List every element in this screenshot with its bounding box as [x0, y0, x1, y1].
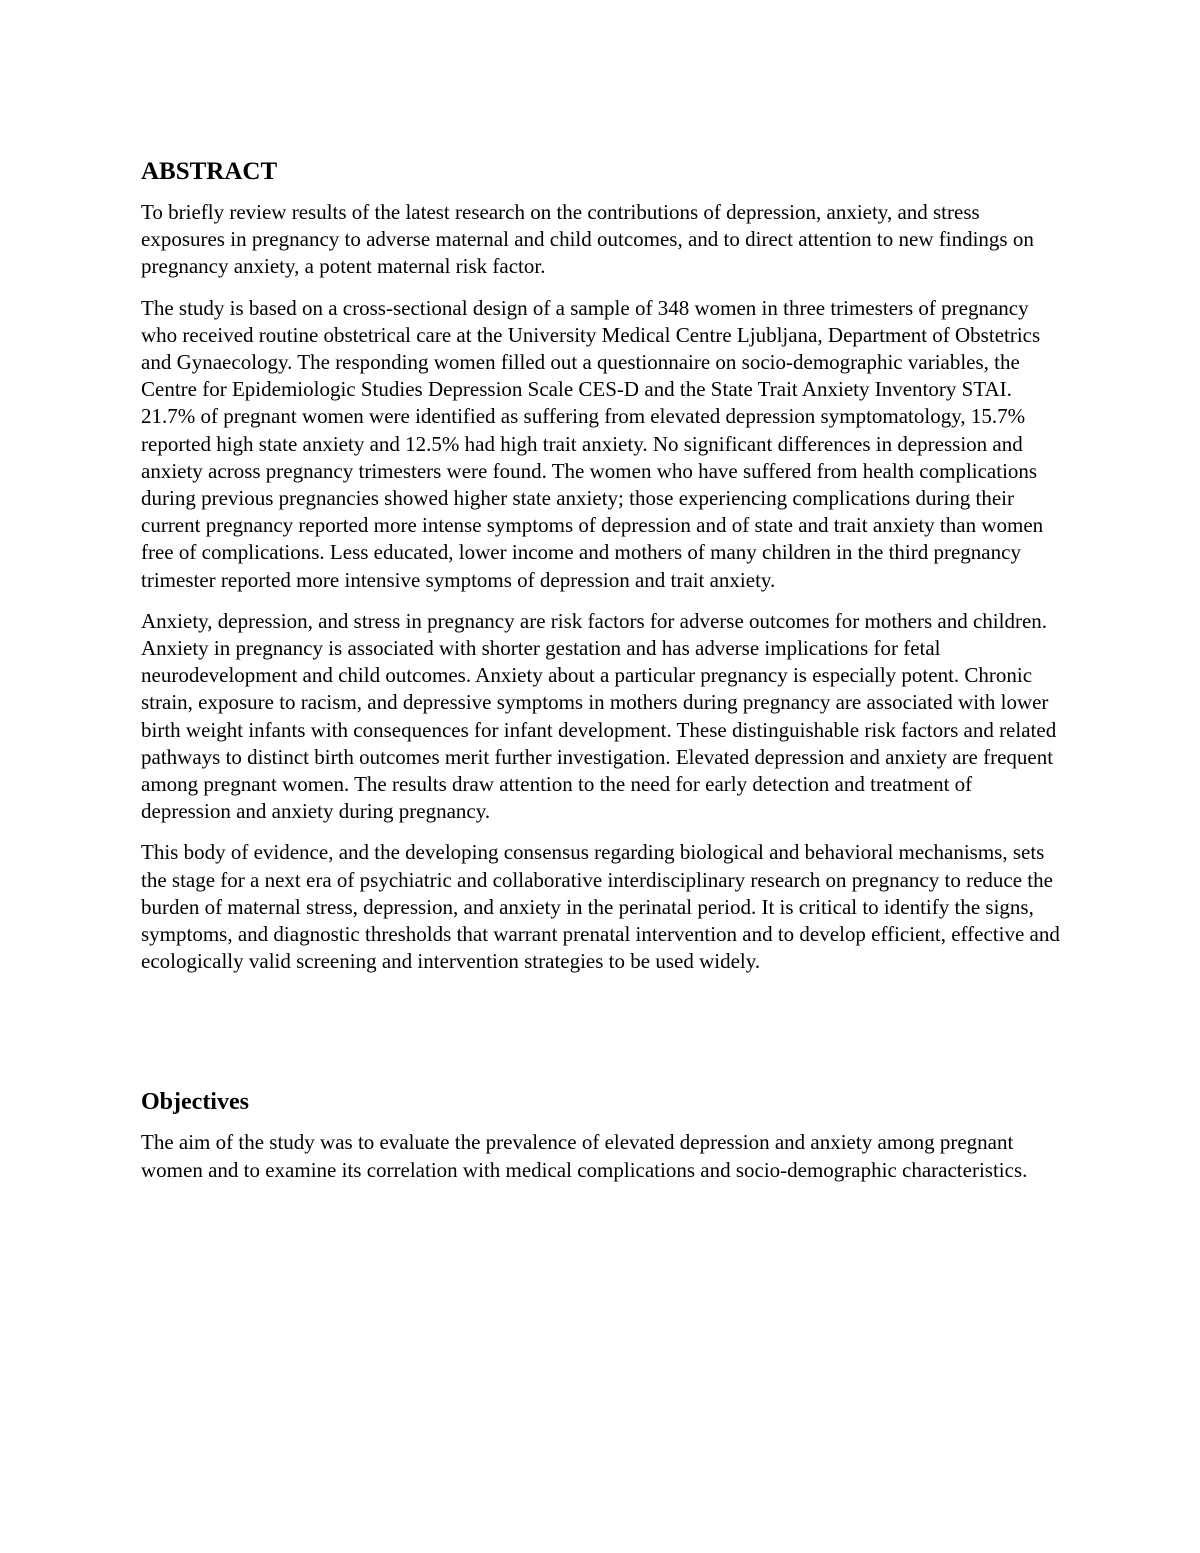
document-page: [141, 150, 1066, 1198]
abstract-paragraph-4: This body of evidence, and the developing consensus regarding biological and behavioral mechanisms, sets the stage for a next era of psychiatric and collaborative interdisciplinary research on pregnancy to reduce the burden of maternal stress, depression, and anxiety in the perinatal period. It is critical to identify the signs, symptoms, and diagnostic thresholds that warrant prenatal intervention and to develop efficient, effective and ecologically valid screening and intervention strategies to be used widely.: [141, 840, 1060, 974]
objectives-paragraph-1: The aim of the study was to evaluate the prevalence of elevated depression and anxiety among pregnant women and to examine its correlation with medical complications and socio-demographic characteristics.: [141, 1130, 1028, 1182]
abstract-section: [141, 156, 1066, 975]
objectives-heading: Objectives: [141, 1089, 249, 1116]
section-spacer: [141, 989, 1066, 1086]
abstract-paragraph-2: The study is based on a cross-sectional design of a sample of 348 women in three trimesters of pregnancy who received routine obstetrical care at the University Medical Centre Ljubljana, Department of Obstetrics and Gynaecology. The responding women filled out a questionnaire on socio-demographic variables, the Centre for Epidemiologic Studies Depression Scale CES-D and the State Trait Anxiety Inventory STAI. 21.7% of pregnant women were identified as suffering from elevated depression symptomatology, 15.7% reported high state anxiety and 12.5% had high trait anxiety. No significant differences in depression and anxiety across pregnancy trimesters were found. The women who have suffered from health complications during previous pregnancies showed higher state anxiety; those experiencing complications during their current pregnancy reported more intense symptoms of depression and of state and trait anxiety than women free of complications. Less educated, lower income and mothers of many children in the third pregnancy trimester reported more intensive symptoms of depression and trait anxiety.: [141, 295, 1044, 592]
abstract-paragraph-3: Anxiety, depression, and stress in pregnancy are risk factors for adverse outcomes for mothers and children. Anxiety in pregnancy is associated with shorter gestation and has adverse implications for fetal neurodevelopment and child outcomes. Anxiety about a particular pregnancy is especially potent. Chronic strain, exposure to racism, and depressive symptoms in mothers during pregnancy are associated with lower birth weight infants with consequences for infant development. These distinguishable risk factors and related pathways to distinct birth outcomes merit further investigation. Elevated depression and anxiety are frequent among pregnant women. The results draw attention to the need for early detection and treatment of depression and anxiety during pregnancy.: [141, 608, 1057, 824]
objectives-section: [141, 1086, 1066, 1183]
abstract-paragraph-1: To briefly review results of the latest research on the contributions of depression, anxiety, and stress exposures in pregnancy to adverse maternal and child outcomes, and to direct attention to new findings on pregnancy anxiety, a potent maternal risk factor.: [141, 200, 1034, 279]
abstract-heading: ABSTRACT: [141, 158, 278, 185]
